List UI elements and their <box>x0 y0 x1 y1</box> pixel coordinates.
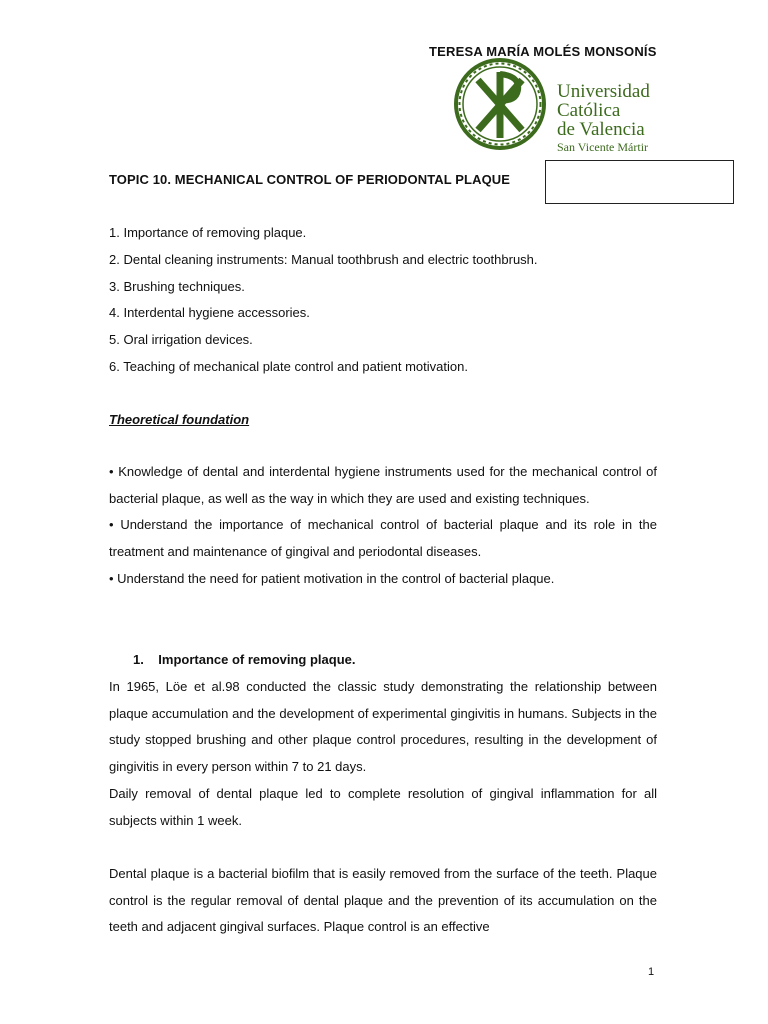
toc-item: 1. Importance of removing plaque. <box>109 225 307 240</box>
toc-item: 5. Oral irrigation devices. <box>109 332 253 348</box>
toc-item: 2. Dental cleaning instruments: Manual toothbrush and electric toothbrush. <box>109 251 538 267</box>
theoretical-foundation-heading: Theoretical foundation <box>109 412 250 427</box>
theory-bullets <box>109 459 657 593</box>
section-1-body <box>109 674 657 941</box>
bullet-item: • Knowledge of dental and interdental hygiene instruments used for the mechanical control of bacterial plaque, as well as the way in which they are used and existing techniques. <box>109 464 657 506</box>
section-title: Importance of removing plaque. <box>158 652 356 667</box>
toc-item: 4. Interdental hygiene accessories. <box>109 305 310 321</box>
table-of-contents <box>109 224 538 385</box>
topic-title: TOPIC 10. MECHANICAL CONTROL OF PERIODONTAL PLAQUE <box>109 172 511 187</box>
page-number: 1 <box>648 966 655 978</box>
bullet-item: • Understand the need for patient motivation in the control of bacterial plaque. <box>109 570 555 586</box>
university-line-2: Católica <box>557 100 621 121</box>
university-name <box>557 82 650 155</box>
paragraph: In 1965, Löe et al.98 conducted the classic study demonstrating the relationship between plaque accumulation and the development of experimental gingivitis in humans. Subjects in the study stopped brushing and other plaque control procedures, resulting in the development of gingivitis in every person within 7 to 21 days. <box>109 679 657 775</box>
empty-grade-box <box>545 160 734 204</box>
university-line-1: Universidad <box>557 81 650 102</box>
paragraph: Dental plaque is a bacterial biofilm that is easily removed from the surface of the teeth. Plaque control is the regular removal of dental plaque and the prevention of its accumulation on the teeth and adjacent gingival surfaces. Plaque control is an effective <box>109 865 657 935</box>
university-line-3: de Valencia <box>557 119 645 140</box>
paragraph: Daily removal of dental plaque led to complete resolution of gingival inflammation for all subjects within 1 week. <box>109 785 657 828</box>
bullet-item: • Understand the importance of mechanical control of bacterial plaque and its role in the treatment and maintenance of gingival and periodontal diseases. <box>109 517 657 560</box>
toc-item: 6. Teaching of mechanical plate control and patient motivation. <box>109 358 468 374</box>
section-number: 1. <box>133 652 144 667</box>
author-name: TERESA MARÍA MOLÉS MONSONÍS <box>429 44 657 59</box>
toc-item: 3. Brushing techniques. <box>109 278 245 294</box>
section-1-heading <box>133 652 356 667</box>
university-line-4: San Vicente Mártir <box>557 140 649 154</box>
